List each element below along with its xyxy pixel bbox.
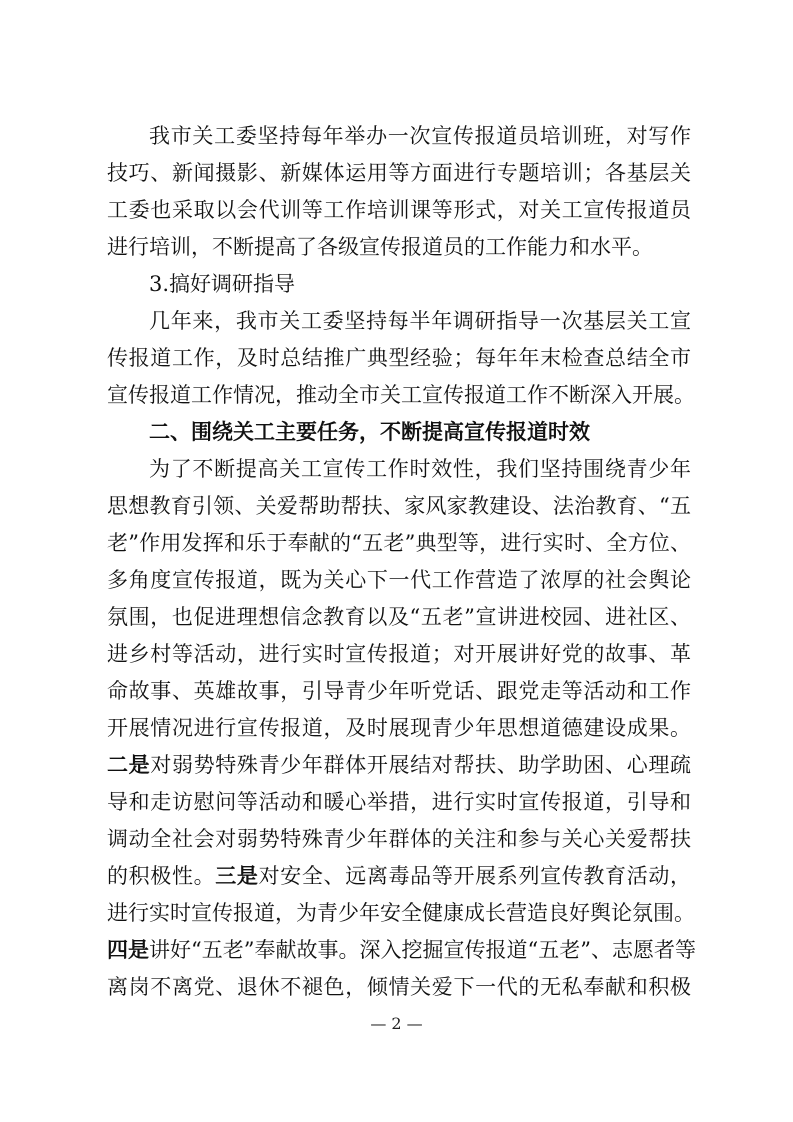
- text-segment: 进行培训，不断提高了各级宣传报道员的工作能力和水平。: [107, 235, 653, 259]
- text-line: [107, 858, 691, 895]
- bold-lead-text: 三是: [215, 864, 259, 888]
- text-line: [107, 562, 691, 599]
- text-line: [107, 377, 695, 414]
- text-segment: 多角度宣传报道，既为关心下一代工作营造了浓厚的社会舆论: [107, 568, 691, 592]
- text-segment: 的积极性。: [107, 864, 216, 888]
- text-segment: 离岗不离党、退休不褪色，倾情关爱下一代的无私奉献和积极: [107, 975, 691, 999]
- bold-lead-text: 二是: [107, 753, 151, 777]
- text-line: [107, 229, 691, 266]
- text-line: [107, 340, 691, 377]
- text-line: [107, 192, 691, 229]
- text-line: [107, 155, 691, 192]
- text-line: [107, 303, 691, 340]
- bold-lead-text: 四是: [107, 938, 149, 962]
- text-segment: 二、围绕关工主要任务，不断提高宣传报道时效: [149, 420, 590, 444]
- text-segment: 老”作用发挥和乐于奉献的“五老”典型等，进行实时、全方位、: [107, 531, 691, 555]
- page-number: — 2 —: [370, 1014, 423, 1033]
- text-line: [107, 118, 691, 155]
- text-segment: 宣传报道工作情况，推动全市关工宣传报道工作不断深入开展。: [107, 383, 695, 407]
- text-segment: 进行实时宣传报道，为青少年安全健康成长营造良好舆论氛围。: [107, 901, 695, 925]
- text-segment: 思想教育引领、关爱帮助帮扶、家风家教建设、法治教育、“五: [107, 494, 691, 518]
- text-segment: 讲好“五老”奉献故事。深入挖掘宣传报道“五老”、志愿者等: [149, 938, 696, 962]
- text-line: [107, 747, 691, 784]
- text-line: [107, 969, 691, 1006]
- text-segment: 进乡村等活动，进行实时宣传报道；对开展讲好党的故事、革: [107, 642, 691, 666]
- text-line: [107, 710, 691, 747]
- text-line: [107, 784, 691, 821]
- text-line: [107, 451, 691, 488]
- text-line: [107, 673, 691, 710]
- section-heading: [107, 414, 691, 451]
- text-line: [107, 895, 695, 932]
- text-segment: 调动全社会对弱势特殊青少年群体的关注和参与关心关爱帮扶: [107, 827, 691, 851]
- text-segment: 开展情况进行宣传报道，及时展现青少年思想道德建设成果。: [107, 716, 691, 740]
- document-body: [107, 118, 696, 1006]
- text-segment: 对安全、远离毒品等开展系列宣传教育活动，: [258, 864, 692, 888]
- text-segment: 工委也采取以会代训等工作培训课等形式，对关工宣传报道员: [107, 198, 691, 222]
- text-segment: 为了不断提高关工宣传工作时效性，我们坚持围绕青少年: [149, 457, 691, 481]
- text-segment: 传报道工作，及时总结推广典型经验；每年年末检查总结全市: [107, 346, 691, 370]
- text-segment: 导和走访慰问等活动和暖心举措，进行实时宣传报道，引导和: [107, 790, 691, 814]
- text-segment: 3.搞好调研指导: [149, 272, 296, 296]
- text-segment: 命故事、英雄故事，引导青少年听党话、跟党走等活动和工作: [107, 679, 691, 703]
- text-segment: 几年来，我市关工委坚持每半年调研指导一次基层关工宣: [149, 309, 691, 333]
- text-line: [107, 821, 691, 858]
- text-line: [107, 525, 691, 562]
- text-line: [107, 266, 691, 303]
- text-line: [107, 488, 691, 525]
- text-line: [107, 636, 691, 673]
- text-segment: 氛围，也促进理想信念教育以及“五老”宣讲进校园、进社区、: [107, 605, 691, 629]
- text-segment: 我市关工委坚持每年举办一次宣传报道员培训班，对写作: [149, 124, 691, 148]
- text-segment: 技巧、新闻摄影、新媒体运用等方面进行专题培训；各基层关: [107, 161, 691, 185]
- text-segment: 对弱势特殊青少年群体开展结对帮扶、助学助困、心理疏: [150, 753, 692, 777]
- text-line: [107, 932, 696, 969]
- text-line: [107, 599, 691, 636]
